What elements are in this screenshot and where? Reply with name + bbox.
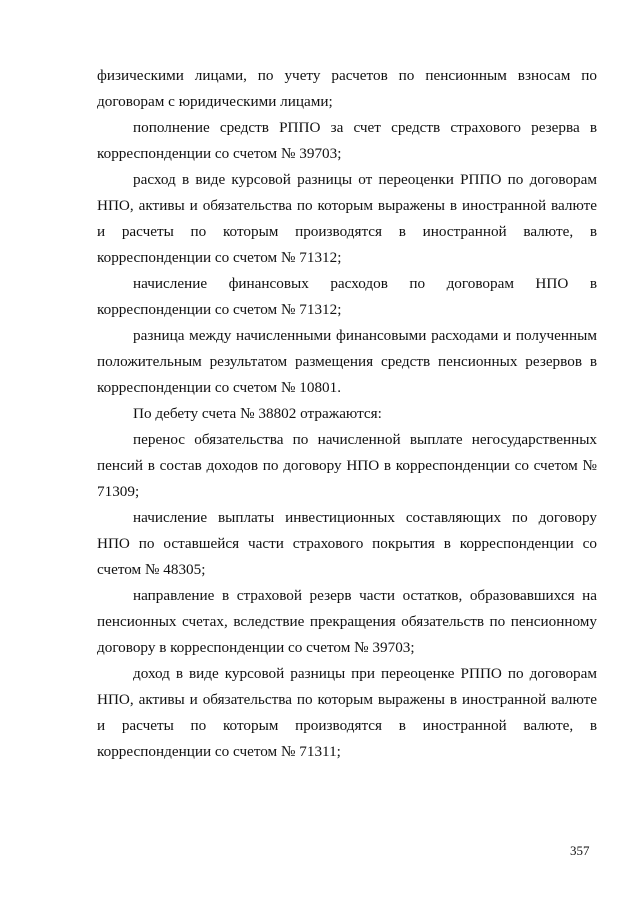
paragraph-financial-expenses: начисление финансовых расходов по договорам НПО в корреспонденции со счетом № 71312; xyxy=(97,275,597,318)
paragraph-pension-obligation-transfer: перенос обязательства по начисленной выплате негосударственных пенсий в состав доходов по договору НПО в корреспонденции со счетом № 71309; xyxy=(97,431,597,500)
paragraph-exchange-expense: расход в виде курсовой разницы от переоценки РППО по договорам НПО, активы и обязательства по которым выражены в иностранной валюте и расчеты по которым производятся в иностранной валюте, в корреспонденции со счетом № 71312; xyxy=(97,171,597,266)
paragraph-debit-heading: По дебету счета № 38802 отражаются: xyxy=(133,405,382,422)
document-body xyxy=(97,63,597,765)
paragraph-rppo-replenishment: пополнение средств РППО за счет средств страхового резерва в корреспонденции со счетом № 39703; xyxy=(97,119,597,162)
paragraph-investment-payout: начисление выплаты инвестиционных составляющих по договору НПО по оставшейся части страхового покрытия в корреспонденции со счетом № 48305; xyxy=(97,509,597,578)
paragraph-exchange-income: доход в виде курсовой разницы при переоценке РППО по договорам НПО, активы и обязательства по которым выражены в иностранной валюте и расчеты по которым производятся в иностранной валюте, в корреспонденции со счетом № 71311; xyxy=(97,665,597,760)
paragraph-expense-difference: разница между начисленными финансовыми расходами и полученным положительным результатом размещения средств пенсионных резервов в корреспонденции со счетом № 10801. xyxy=(97,327,597,396)
page-number: 357 xyxy=(570,843,590,858)
paragraph-continuation: физическими лицами, по учету расчетов по пенсионным взносам по договорам с юридическими лицами; xyxy=(97,67,597,110)
paragraph-insurance-reserve: направление в страховой резерв части остатков, образовавшихся на пенсионных счетах, вследствие прекращения обязательств по пенсионному договору в корреспонденции со счетом № 39703; xyxy=(97,587,597,656)
